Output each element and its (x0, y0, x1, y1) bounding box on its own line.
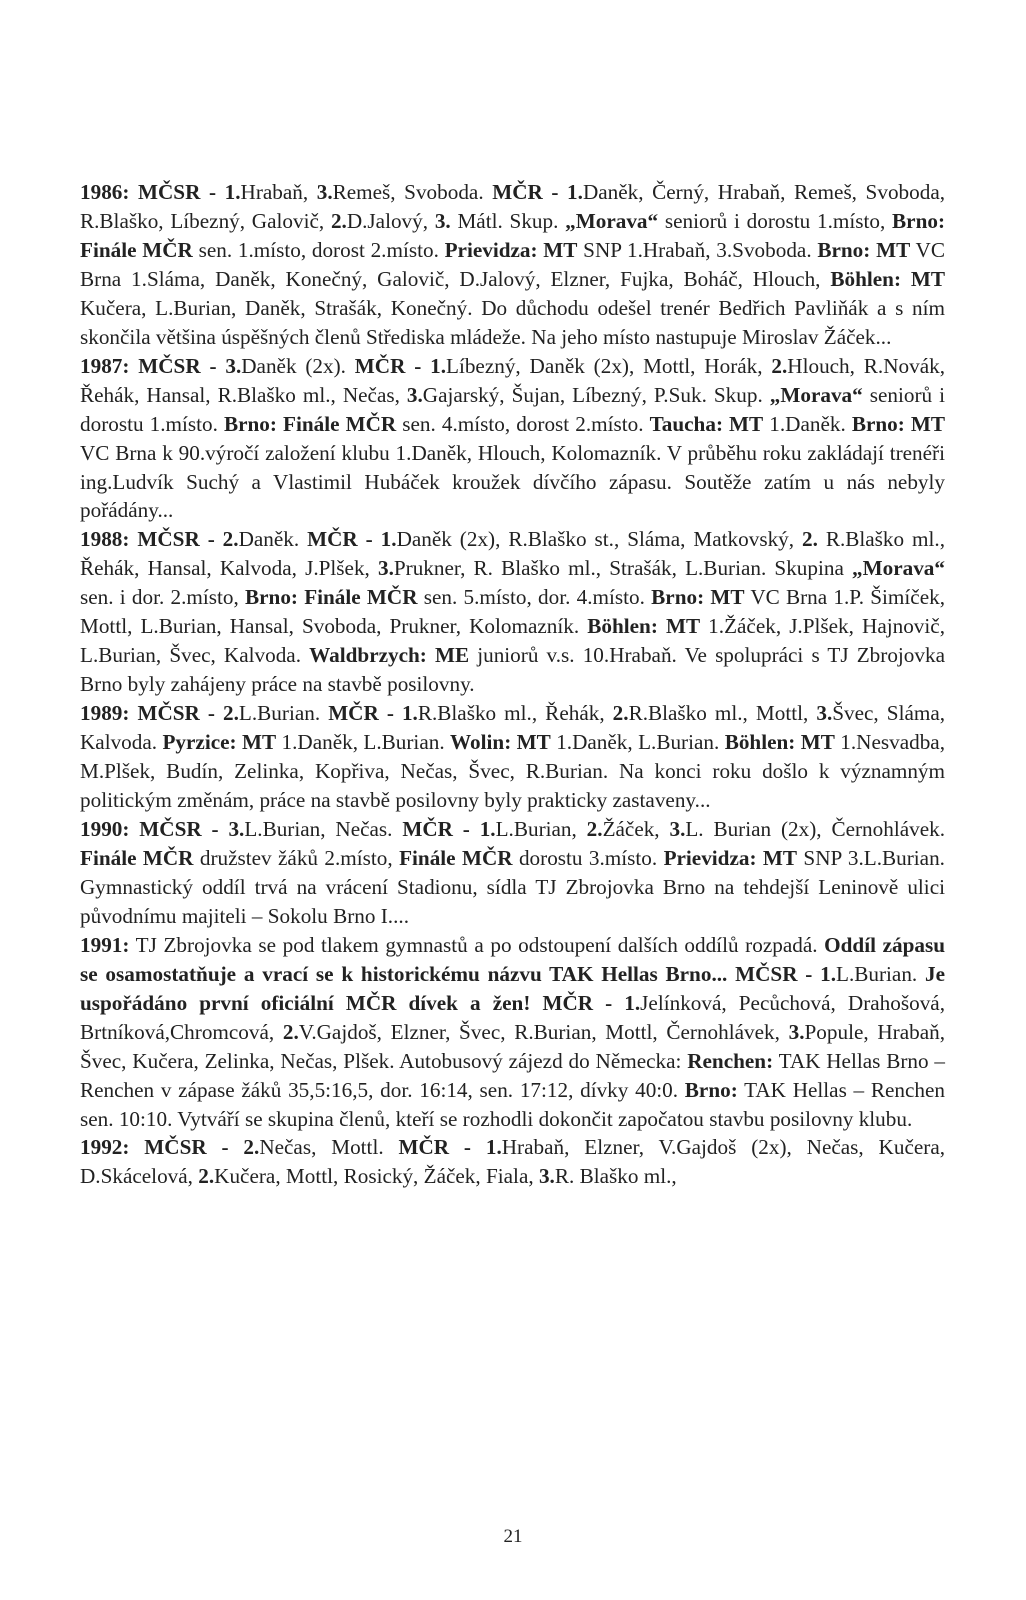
year-entry-1987 (80, 352, 945, 526)
bold-text-segment: 2. (771, 353, 788, 378)
text-segment: seniorů i dorostu 1.místo, (658, 208, 893, 233)
text-segment: Gajarský, Šujan, Líbezný, P.Suk. Skup. (422, 382, 770, 407)
text-segment: L.Burian. (836, 961, 925, 986)
text-segment: Prukner, R. Blaško ml., Strašák, L.Burian. Skupina (393, 556, 853, 581)
bold-text-segment: Prievidza: MT (663, 845, 798, 870)
text-segment: 1.Nesvadba, M.Plšek, Budín, Zelinka, Kopřiva, Nečas, Švec, R.Burian. Na konci roku došlo k významným politickým změnám, práce na stavbě posilovny byly prakticky zastaveny... (80, 730, 946, 813)
text-segment: 1.Daněk, L.Burian. (276, 730, 451, 755)
bold-text-segment: MČR - 1. (398, 1135, 502, 1160)
text-segment: dorostu 3.místo. (512, 845, 664, 870)
text-segment: Daněk (2x). (241, 353, 355, 378)
text-segment: 1.Daněk, L.Burian. (550, 730, 725, 755)
text-segment: R.Blaško ml., Mottl, (628, 701, 817, 726)
bold-text-segment: MČR - 1. (354, 353, 446, 378)
text-segment: TJ Zbrojovka se pod tlakem gymnastů a po odstoupení dalších oddílů rozpadá. (129, 932, 825, 957)
text-segment: VC Brna 1.Sláma, Daněk, Konečný, Galovič, D.Jalový, Elzner, Fujka, Boháč, Hlouch, (80, 237, 945, 291)
bold-text-segment: 3. (434, 208, 451, 233)
bold-text-segment: „Morava“ (769, 382, 863, 407)
bold-text-segment: Waldbrzych: ME (309, 643, 470, 668)
text-segment: Kučera, L.Burian, Daněk, Strašák, Konečný. Do důchodu odešel trenér Bedřich Pavliňák a s ním skončila většina úspěšných členů Střediska mládeže. Na jeho místo nastupuje Miroslav Žáček... (80, 295, 945, 349)
bold-text-segment: Brno: Finále MČR (80, 208, 945, 262)
bold-text-segment: Brno: Finále MČR (223, 411, 397, 436)
text-segment: Remeš, Svoboda. (332, 180, 493, 204)
text-segment: R.Blaško ml., Řehák, (417, 701, 613, 726)
bold-text-segment: MČR - 1. (492, 180, 583, 204)
bold-text-segment: 1989: MČSR - 2. (80, 701, 239, 726)
text-segment: L. Burian (2x), Černohlávek. (685, 816, 945, 841)
bold-text-segment: Taucha: MT (649, 411, 764, 436)
text-segment: L.Burian. (238, 701, 329, 726)
text-segment: Daněk, Černý, Hrabaň, Remeš, Svoboda, R.Blaško, Líbezný, Galovič, (80, 180, 946, 233)
bold-text-segment: 3. (538, 1164, 555, 1189)
bold-text-segment: 3. (788, 1019, 805, 1044)
text-segment: SNP 1.Hrabaň, 3.Svoboda. (577, 237, 818, 262)
text-segment: sen. 5.místo, dor. 4.místo. (417, 585, 652, 610)
text-segment: Daněk (2x), R.Blaško st., Sláma, Matkovský, (396, 527, 802, 552)
bold-text-segment: 2. (282, 1019, 299, 1044)
text-segment: R. Blaško ml., (554, 1164, 677, 1189)
text-segment: Popule, Hrabaň, Švec, Kučera, Zelinka, Nečas, Plšek. Autobusový zájezd do Německa: (80, 1019, 945, 1073)
text-segment: juniorů v.s. 10.Hrabaň. Ve spolupráci s TJ Zbrojovka Brno byly zahájeny práce na stavbě posilovny. (80, 643, 945, 697)
text-segment: VC Brna 1.P. Šimíček, Mottl, L.Burian, Hansal, Svoboda, Prukner, Kolomazník. (80, 585, 945, 639)
text-segment: sen. 1.místo, dorost 2.místo. (192, 237, 445, 262)
text-segment: V.Gajdoš, Elzner, Švec, R.Burian, Mottl, Černohlávek, (298, 1019, 789, 1044)
text-segment: Žáček, (602, 816, 670, 841)
text-segment: družstev žáků 2.místo, (193, 845, 400, 870)
page-number: 21 (503, 1526, 523, 1547)
bold-text-segment: 3. (377, 556, 394, 581)
bold-text-segment: Böhlen: MT (830, 266, 945, 291)
bold-text-segment: 1990: MČSR - 3. (80, 816, 245, 841)
text-segment: Hrabaň, (240, 180, 317, 204)
bold-text-segment: 2. (330, 208, 347, 233)
year-entry-1988 (80, 525, 945, 699)
bold-text-segment: Böhlen: MT (724, 730, 835, 755)
text-segment: L.Burian, Nečas. (244, 816, 403, 841)
text-segment: R.Blaško ml., Řehák, Hansal, Kalvoda, J.Plšek, (80, 527, 946, 581)
bold-text-segment: „Morava“ (565, 208, 659, 233)
bold-text-segment: 1986: MČSR - 1. (80, 180, 241, 204)
bold-text-segment: Wolin: MT (450, 730, 551, 755)
text-segment: Hlouch, R.Novák, Řehák, Hansal, R.Blaško ml., Nečas, (80, 353, 945, 407)
text-segment: L.Burian, (495, 816, 587, 841)
bold-text-segment: Finále MČR (399, 845, 513, 870)
text-segment: Líbezný, Daněk (2x), Mottl, Horák, (446, 353, 772, 378)
bold-text-segment: 1991: (80, 932, 130, 957)
bold-text-segment: Je uspořádáno první oficiální MČR dívek a žen! MČR - 1. (80, 961, 945, 1015)
text-segment: SNP 3.L.Burian. Gymnastický oddíl trvá na vrácení Stadionu, sídla TJ Zbrojovka Brno na tehdejší Leninově ulici původnímu majiteli – Sokolu Brno I.... (80, 845, 945, 928)
year-entry-1991 (80, 931, 945, 1134)
bold-text-segment: 1987: MČSR - 3. (80, 353, 242, 378)
bold-text-segment: MČR - 1. (328, 701, 418, 726)
bold-text-segment: Renchen: (687, 1048, 774, 1073)
bold-text-segment: 2. (198, 1164, 215, 1189)
text-segment: Nečas, Mottl. (259, 1135, 399, 1160)
bold-text-segment: 3. (406, 382, 423, 407)
bold-text-segment: 1992: MČSR - 2. (80, 1135, 260, 1160)
text-segment: sen. i dor. 2.místo, (80, 585, 245, 610)
bold-text-segment: Brno: (684, 1077, 738, 1102)
bold-text-segment: 2. (586, 816, 603, 841)
text-segment: D.Jalový, (346, 208, 435, 233)
bold-text-segment: Brno: MT (851, 411, 945, 436)
bold-text-segment: 2. (612, 701, 629, 726)
text-segment: seniorů i dorostu 1.místo. (80, 382, 946, 436)
bold-text-segment: 3. (669, 816, 686, 841)
bold-text-segment: Prievidza: MT (444, 237, 578, 262)
bold-text-segment: 3. (816, 701, 833, 726)
text-segment: 1.Žáček, J.Plšek, Hajnovič, L.Burian, Švec, Kalvoda. (80, 614, 945, 668)
bold-text-segment: „Morava“ (852, 556, 945, 581)
bold-text-segment: Brno: Finále MČR (245, 585, 418, 610)
text-segment: Jelínková, Pecůchová, Drahošová, Brtníková,Chromcová, (80, 990, 945, 1044)
year-entry-1986 (80, 178, 945, 352)
bold-text-segment: 3. (316, 180, 333, 204)
bold-text-segment: Finále MČR (80, 845, 194, 870)
bold-text-segment: Brno: MT (817, 237, 911, 262)
text-segment: Kučera, Mottl, Rosický, Žáček, Fiala, (214, 1164, 539, 1189)
text-segment: sen. 4.místo, dorost 2.místo. (396, 411, 650, 436)
bold-text-segment: MČR - 1. (402, 816, 496, 841)
text-segment: Hrabaň, Elzner, V.Gajdoš (2x), Nečas, Kučera, D.Skácelová, (80, 1135, 946, 1189)
year-entry-1989 (80, 699, 945, 815)
text-segment: TAK Hellas – Renchen sen. 10:10. Vytváří se skupina členů, kteří se rozhodli dokončit započatou stavbu posilovny klubu. (80, 1077, 945, 1131)
year-entry-1992 (80, 1133, 945, 1191)
bold-text-segment: Pyrzice: MT (162, 730, 277, 755)
bold-text-segment: 1988: MČSR - 2. (80, 527, 239, 552)
chronicle-text (80, 178, 945, 1191)
bold-text-segment: 2. (802, 527, 818, 552)
bold-text-segment: Brno: MT (651, 585, 745, 610)
bold-text-segment: MČR - 1. (307, 527, 397, 552)
text-segment: Mátl. Skup. (450, 208, 566, 233)
bold-text-segment: Oddíl zápasu se osamostatňuje a vrací se k historickému názvu TAK Hellas Brno... MČSR - 1. (80, 932, 946, 986)
text-segment: 1.Daněk. (763, 411, 852, 436)
text-segment: Švec, Sláma, Kalvoda. (80, 701, 946, 755)
text-segment: Daněk. (238, 527, 308, 552)
text-segment: VC Brna k 90.výročí založení klubu 1.Daněk, Hlouch, Kolomazník. V průběhu roku zakládají trenéři ing.Ludvík Suchý a Vlastimil Hubáček kroužek dívčího zápasu. Soutěže zatím u nás nebyly pořádány... (80, 440, 945, 523)
text-segment: TAK Hellas Brno – Renchen v zápase žáků 35,5:16,5, dor. 16:14, sen. 17:12, dívky 40:0. (80, 1048, 945, 1102)
year-entry-1990 (80, 815, 945, 931)
bold-text-segment: Böhlen: MT (587, 614, 701, 639)
